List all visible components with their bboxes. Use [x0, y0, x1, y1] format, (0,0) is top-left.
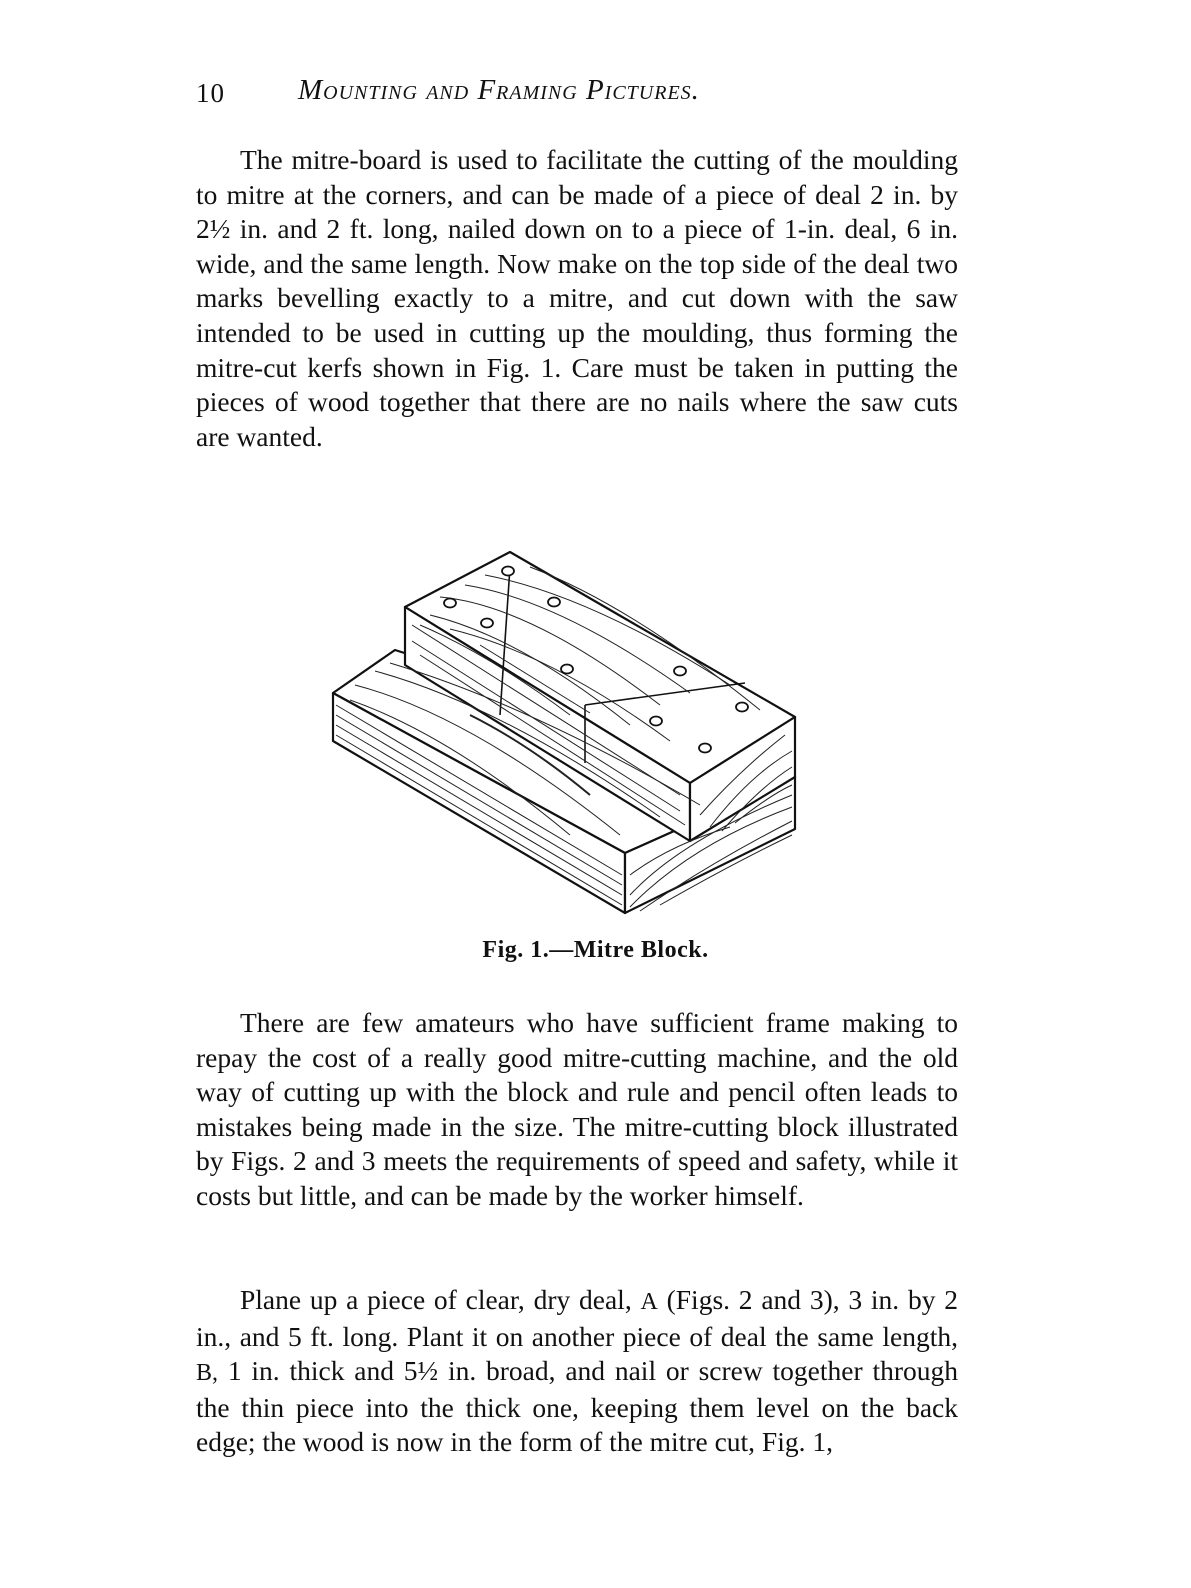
piece-label-b: B,: [196, 1360, 219, 1387]
paragraph-construction: [196, 1283, 958, 1460]
paragraph-mitre-cutting-block: There are few amateurs who have sufficient frame making to repay the cost of a really good mitre-cutting machine, and the old way of cutting up with the block and rule and pencil often leads to mistakes being made in the size. The mitre-cutting block illustrated by Figs. 2 and 3 meets the requirements of speed and safety, while it costs but little, and can be made by the worker himself.: [196, 1007, 958, 1211]
figure-caption: Fig. 1.—Mitre Block.: [482, 937, 709, 963]
page-number: 10: [196, 78, 225, 108]
p3-text-a: Plane up a piece of clear, dry deal,: [240, 1284, 632, 1315]
p3-text-b: (Figs. 2 and 3), 3 in. by 2 in., and 5 ft. long. Plant it on another piece of deal the same length,: [196, 1284, 958, 1352]
page-header: [196, 74, 956, 114]
mitre-block-illustration: [330, 545, 810, 925]
mitre-block-drawing: [330, 545, 810, 925]
paragraph-mitre-board: The mitre-board is used to facilitate the cutting of the moulding to mitre at the corners, and can be made of a piece of deal 2 in. by 2½ in. and 2 ft. long, nailed down on to a piece of 1-in. deal, 6 in. wide, and the same length. Now make on the top side of the deal two marks bevelling exactly to a mitre, and cut down with the saw intended to be used in cutting up the moulding, thus forming the mitre-cut kerfs shown in Fig. 1. Care must be taken in putting the pieces of wood together that there are no nails where the saw cuts are wanted.: [196, 144, 958, 452]
running-title: Mounting and Framing Pictures.: [298, 74, 700, 106]
p3-text-c: 1 in. thick and 5½ in. broad, and nail or screw together through the thin piece into the thick one, keeping them level on the back edge; the wood is now in the form of the mitre cut, Fig. 1,: [196, 1355, 959, 1458]
piece-label-a: A: [640, 1289, 658, 1315]
